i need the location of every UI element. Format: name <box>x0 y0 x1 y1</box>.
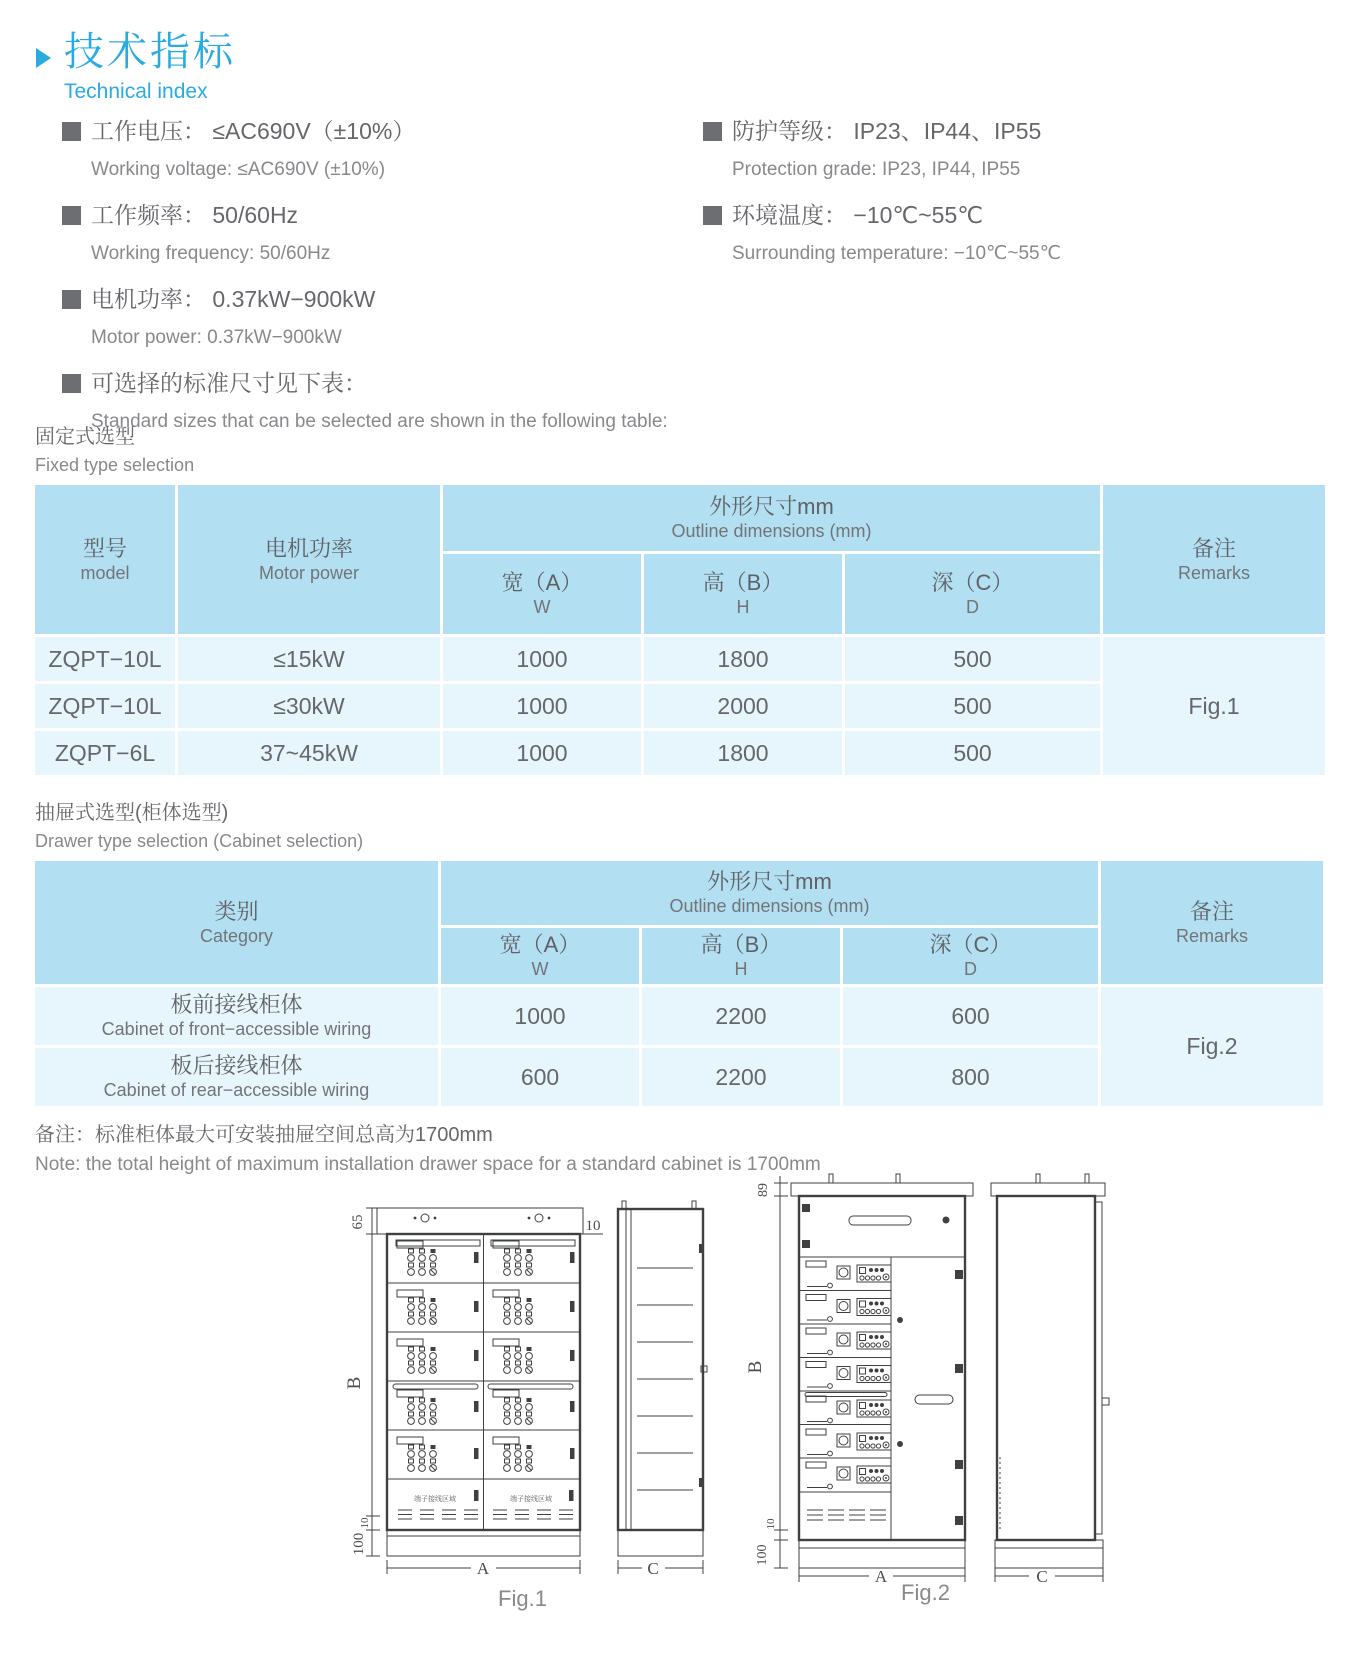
cell-width: 1000 <box>443 731 641 775</box>
category-en: Cabinet of rear−accessible wiring <box>103 1080 370 1100</box>
cell-height: 2200 <box>642 1048 840 1106</box>
cell-width: 1000 <box>443 684 641 728</box>
page-title: 技术指标 <box>64 30 236 74</box>
fig1-side-view <box>618 1201 707 1578</box>
terminal-area-label: 端子接线区域 <box>510 1496 552 1503</box>
header-text-en: Motor power <box>258 562 360 583</box>
section-title-cn: 固定式选型 <box>35 426 135 448</box>
header-text-en: H <box>734 959 748 979</box>
footnote-en: Note: the total height of maximum installation drawer space for a standard cabinet is 1700mm <box>35 1154 821 1175</box>
cell-model: ZQPT−10L <box>35 684 175 728</box>
header-text-cn: 备注 <box>1189 898 1234 924</box>
square-bullet-icon <box>703 206 722 225</box>
square-bullet-icon <box>62 290 81 309</box>
dim-label-10-top: 10 <box>585 1218 601 1234</box>
spec-label-cn: 可选择的标准尺寸见下表： <box>91 370 367 396</box>
col-header-depth <box>845 554 1100 634</box>
category-cn: 板后接线柜体 <box>170 1053 303 1078</box>
header-text-cn: 宽（A） <box>501 570 583 595</box>
dim-label-89: 89 <box>756 1183 771 1197</box>
fig1-front-view <box>377 1208 583 1556</box>
header-text-en: H <box>736 597 750 617</box>
terminal-area-label: 端子接线区域 <box>414 1496 456 1503</box>
table-row <box>35 637 1325 681</box>
category-en: Cabinet of front−accessible wiring <box>101 1019 372 1039</box>
cell-depth: 600 <box>843 987 1098 1045</box>
cell-width: 1000 <box>441 987 639 1045</box>
dim-label-B: B <box>344 1376 365 1390</box>
header-text-en: model <box>80 562 130 583</box>
footnote-cn: 备注：标准柜体最大可安装抽屉空间总高为1700mm <box>35 1124 493 1146</box>
cell-model: ZQPT−10L <box>35 637 175 681</box>
page-subtitle: Technical index <box>64 80 208 103</box>
square-bullet-icon <box>62 122 81 141</box>
col-header-height <box>642 928 840 984</box>
square-bullet-icon <box>62 206 81 225</box>
header-text-en: Outline dimensions (mm) <box>669 896 870 916</box>
spec-column-left <box>62 118 672 454</box>
cell-remark: Fig.1 <box>1103 637 1325 775</box>
dim-label-100: 100 <box>351 1532 367 1556</box>
cell-model: ZQPT−6L <box>35 731 175 775</box>
cell-depth: 800 <box>843 1048 1098 1106</box>
cell-height: 1800 <box>644 731 842 775</box>
col-header-category <box>35 861 438 984</box>
cell-depth: 500 <box>845 684 1100 728</box>
square-bullet-icon <box>62 374 81 393</box>
spec-label-cn: 环境温度： −10℃~55℃ <box>732 202 984 228</box>
spec-label-en: Motor power: 0.37kW−900kW <box>91 327 342 348</box>
header-text-en: Remarks <box>1175 925 1248 946</box>
cell-motor: ≤15kW <box>178 637 440 681</box>
col-header-remarks <box>1101 861 1323 984</box>
spec-label-en: Surrounding temperature: −10℃~55℃ <box>732 243 1061 264</box>
col-header-height <box>644 554 842 634</box>
cell-height: 1800 <box>644 637 842 681</box>
spec-item <box>62 286 672 313</box>
section-label-drawer <box>35 796 363 852</box>
square-bullet-icon <box>703 122 722 141</box>
header-text-en: Outline dimensions (mm) <box>671 521 872 541</box>
table-row <box>35 987 1323 1045</box>
header-text-cn: 型号 <box>82 535 127 561</box>
header-text-en: Category <box>199 925 274 946</box>
col-header-motor-power <box>178 485 440 634</box>
section-title-en: Drawer type selection (Cabinet selection) <box>35 831 364 851</box>
col-header-outline-dimensions <box>443 485 1100 551</box>
col-header-model <box>35 485 175 634</box>
cell-width: 1000 <box>443 637 641 681</box>
cell-height: 2200 <box>642 987 840 1045</box>
dim-label-A: A <box>874 1567 888 1586</box>
dim-label-10: 10 <box>359 1517 371 1529</box>
drawer-type-table <box>32 858 1326 1109</box>
spec-item <box>62 202 672 229</box>
cell-width: 600 <box>441 1048 639 1106</box>
spec-item <box>62 118 672 145</box>
section-arrow-icon <box>36 48 51 68</box>
dim-label-B: B <box>745 1360 766 1374</box>
figure-2-caption: Fig.2 <box>901 1580 950 1605</box>
fig2-dimensions <box>745 1176 965 1586</box>
header-text-en: Remarks <box>1177 562 1250 583</box>
cell-remark: Fig.2 <box>1101 987 1323 1106</box>
figure-1-cabinet-drawing <box>335 1148 710 1623</box>
spec-label-en: Standard sizes that can be selected are shown in the following table: <box>91 411 668 432</box>
fig2-side-view <box>991 1174 1109 1586</box>
fixed-type-table <box>32 482 1328 778</box>
title-block <box>36 30 236 104</box>
header-text-en: D <box>964 959 977 979</box>
header-text-cn: 备注 <box>1191 535 1236 561</box>
col-header-width <box>443 554 641 634</box>
section-title-cn: 抽屉式选型(柜体选型) <box>35 802 229 824</box>
dim-label-C: C <box>1036 1567 1048 1586</box>
col-header-depth <box>843 928 1098 984</box>
col-header-remarks <box>1103 485 1325 634</box>
header-text-cn: 类别 <box>214 898 259 924</box>
cell-height: 2000 <box>644 684 842 728</box>
header-text-en: D <box>966 597 979 617</box>
header-text-en: W <box>531 959 549 979</box>
col-header-outline-dimensions <box>441 861 1098 925</box>
figure-1-caption: Fig.1 <box>498 1586 547 1611</box>
cell-category <box>35 1048 438 1106</box>
cell-depth: 500 <box>845 637 1100 681</box>
header-text-cn: 电机功率 <box>264 535 353 561</box>
spec-label-en: Working frequency: 50/60Hz <box>91 243 331 264</box>
dim-label-10: 10 <box>765 1518 777 1530</box>
category-cn: 板前接线柜体 <box>170 992 303 1017</box>
section-label-fixed <box>35 420 194 476</box>
spec-column-right <box>703 118 1333 286</box>
header-text-cn: 高（B） <box>702 570 784 595</box>
section-title-en: Fixed type selection <box>35 455 195 475</box>
cell-category <box>35 987 438 1045</box>
header-text-en: W <box>533 597 551 617</box>
spec-label-en: Protection grade: IP23, IP44, IP55 <box>732 159 1021 180</box>
spec-item <box>62 370 672 397</box>
header-text-cn: 高（B） <box>700 932 782 957</box>
dim-label-C: C <box>647 1559 659 1578</box>
spec-label-cn: 工作频率： 50/60Hz <box>91 202 299 228</box>
header-text-cn: 深（C） <box>931 570 1014 595</box>
fig2-front-view <box>791 1174 973 1568</box>
header-text-cn: 深（C） <box>929 932 1012 957</box>
header-text-cn: 外形尺寸mm <box>707 869 832 894</box>
cell-motor: ≤30kW <box>178 684 440 728</box>
spec-label-cn: 防护等级： IP23、IP44、IP55 <box>732 118 1042 144</box>
fig1-dimensions <box>344 1208 603 1578</box>
header-text-cn: 外形尺寸mm <box>709 494 834 519</box>
spec-item <box>703 202 1333 229</box>
dim-label-A: A <box>476 1559 490 1578</box>
spec-label-en: Working voltage: ≤AC690V (±10%) <box>91 159 386 180</box>
col-header-width <box>441 928 639 984</box>
spec-item <box>703 118 1333 145</box>
cell-depth: 500 <box>845 731 1100 775</box>
dim-label-100: 100 <box>755 1544 770 1566</box>
spec-label-cn: 电机功率： 0.37kW−900kW <box>91 286 376 312</box>
dim-label-65: 65 <box>350 1214 366 1230</box>
figure-2-cabinet-drawing <box>733 1112 1118 1617</box>
cell-motor: 37~45kW <box>178 731 440 775</box>
spec-label-cn: 工作电压： ≤AC690V（±10%） <box>91 118 416 144</box>
header-text-cn: 宽（A） <box>499 932 581 957</box>
